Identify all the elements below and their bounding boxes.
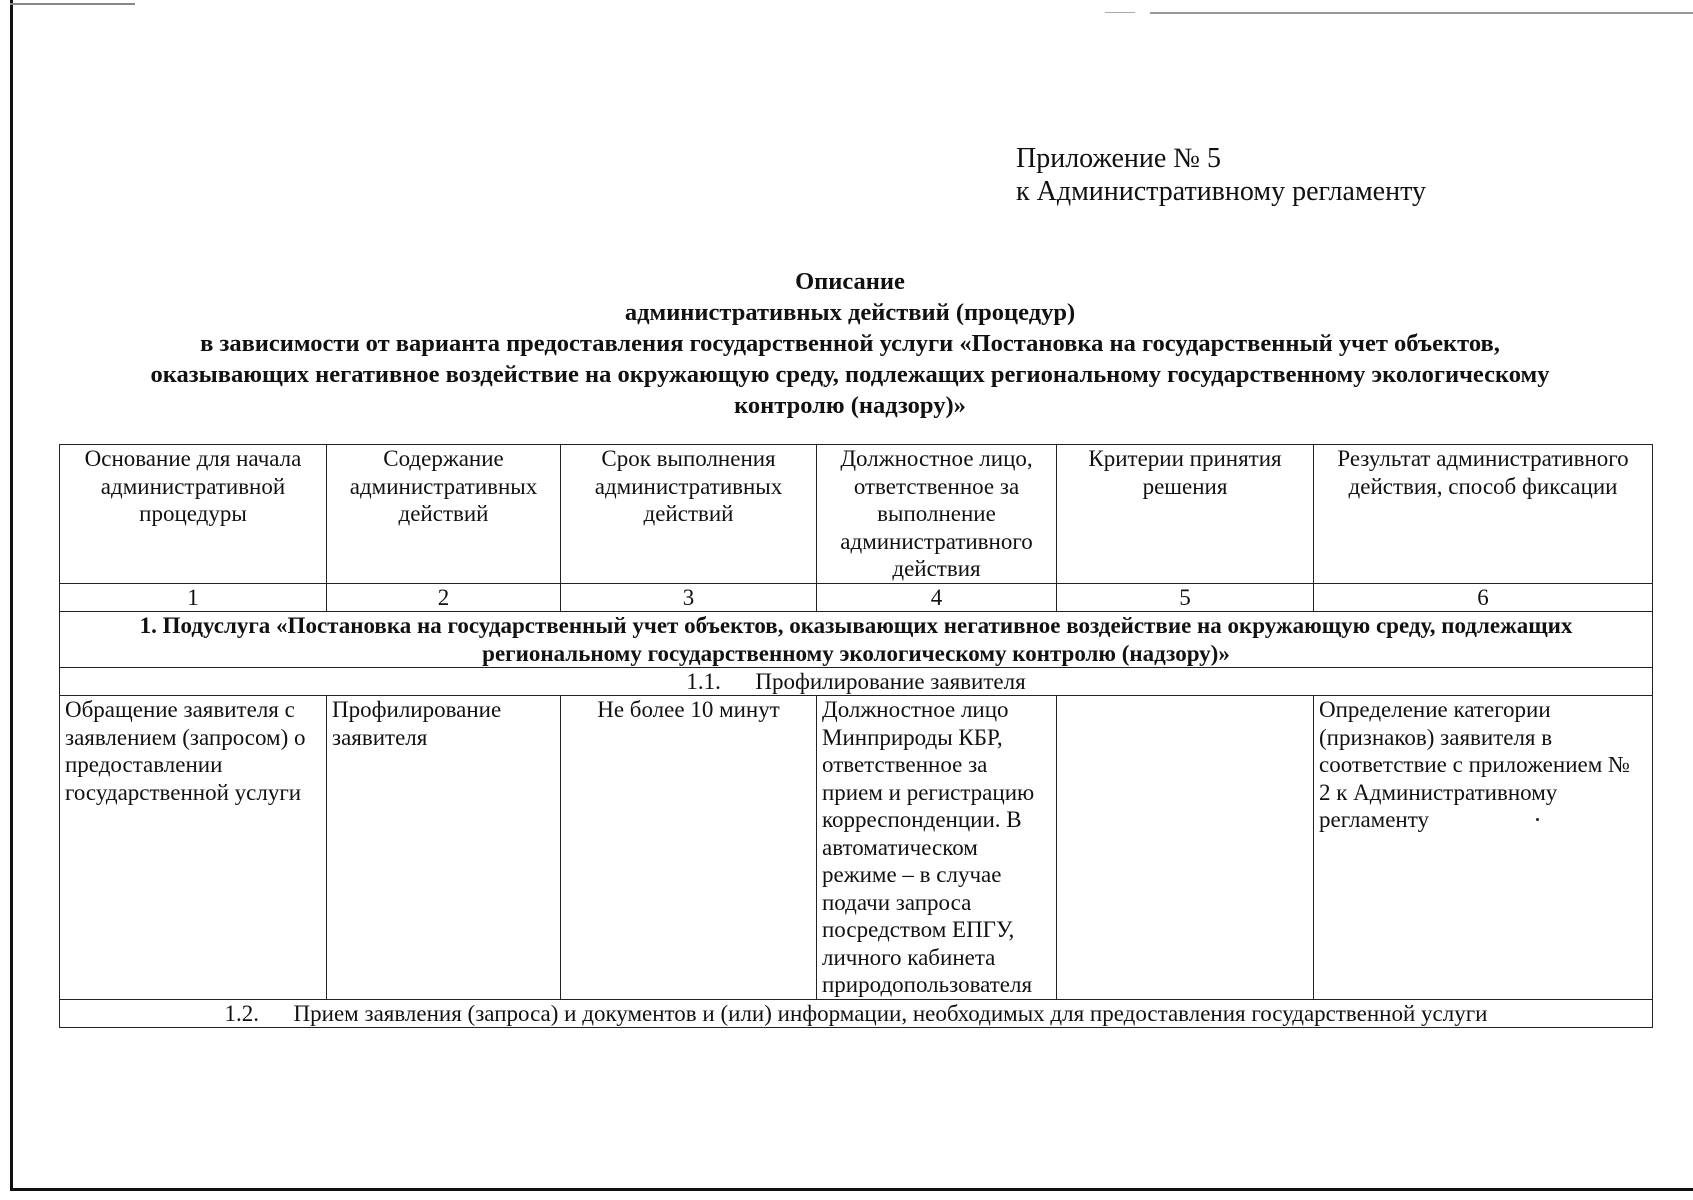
heading-line-5: контролю (надзору)»: [734, 392, 966, 419]
column-number: 5: [1057, 584, 1314, 612]
subsection-label: 1.2. Прием заявления (запроса) и документов и (или) информации, необходимых для предоставления государственной услуги: [224, 1000, 1488, 1026]
cell-result: Определение категории (признаков) заявителя в соответствие с приложением № 2 к Административному регламенту: [1314, 696, 1653, 1000]
column-number: 1: [60, 584, 327, 612]
cell-content: Профилирование заявителя: [327, 696, 561, 1000]
heading-line-1: Описание: [795, 268, 905, 295]
scan-border-top-right: [1150, 12, 1693, 14]
table-subsection-row: [60, 668, 1653, 696]
table-row: [60, 696, 1653, 1000]
column-number: 4: [817, 584, 1057, 612]
scan-speck: [1536, 818, 1539, 821]
header-cell-result: Результат административного действия, способ фиксации: [1314, 445, 1653, 584]
appendix-regulation: к Административному регламенту: [1016, 176, 1426, 207]
scan-border-top-dash: [1105, 12, 1135, 13]
cell-official: Должностное лицо Минприроды КБР, ответственное за прием и регистрацию корреспонденции. В автоматическом режиме – в случае подачи запроса посредством ЕПГУ, личного кабинета природопользователя: [817, 696, 1057, 1000]
heading-line-3: в зависимости от варианта предоставления государственной услуги «Постановка на государственный учет объектов,: [200, 330, 1500, 357]
header-cell-term: Срок выполнения административных действий: [561, 445, 817, 584]
column-number: 3: [561, 584, 817, 612]
scan-border-top-left: [10, 3, 135, 5]
appendix-reference: [1016, 142, 1426, 208]
scan-border-left: [10, 0, 13, 1190]
procedures-table: [59, 444, 1653, 1028]
subsection-title-profiling: [60, 668, 1653, 696]
cell-basis: Обращение заявителя с заявлением (запросом) о предоставлении государственной услуги: [60, 696, 327, 1000]
section-title: 1. Подуслуга «Постановка на государственный учет объектов, оказывающих негативное воздействие на окружающую среду, подлежащих региональному государственному экологическому контролю (надзору)»: [60, 612, 1653, 668]
heading-line-2: административных действий (процедур): [624, 299, 1076, 326]
column-number: 2: [327, 584, 561, 612]
document-heading: [90, 266, 1610, 421]
appendix-number: Приложение № 5: [1016, 143, 1221, 174]
header-cell-content: Содержание административных действий: [327, 445, 561, 584]
table-number-row: [60, 584, 1653, 612]
table-subsection-row: [60, 999, 1653, 1027]
cell-term: Не более 10 минут: [561, 696, 817, 1000]
table-header-row: [60, 445, 1653, 584]
header-cell-basis: Основание для начала административной процедуры: [60, 445, 327, 584]
header-cell-official: Должностное лицо, ответственное за выполнение административного действия: [817, 445, 1057, 584]
table-section-row: [60, 612, 1653, 668]
heading-line-4: оказывающих негативное воздействие на окружающую среду, подлежащих региональному государственному экологическому: [150, 361, 1550, 388]
subsection-label: 1.1. Профилирование заявителя: [686, 669, 1026, 694]
scan-border-bottom: [10, 1188, 1693, 1191]
column-number: 6: [1314, 584, 1653, 612]
subsection-title-reception: [60, 999, 1653, 1027]
cell-criteria: [1057, 696, 1314, 1000]
header-cell-criteria: Критерии принятия решения: [1057, 445, 1314, 584]
